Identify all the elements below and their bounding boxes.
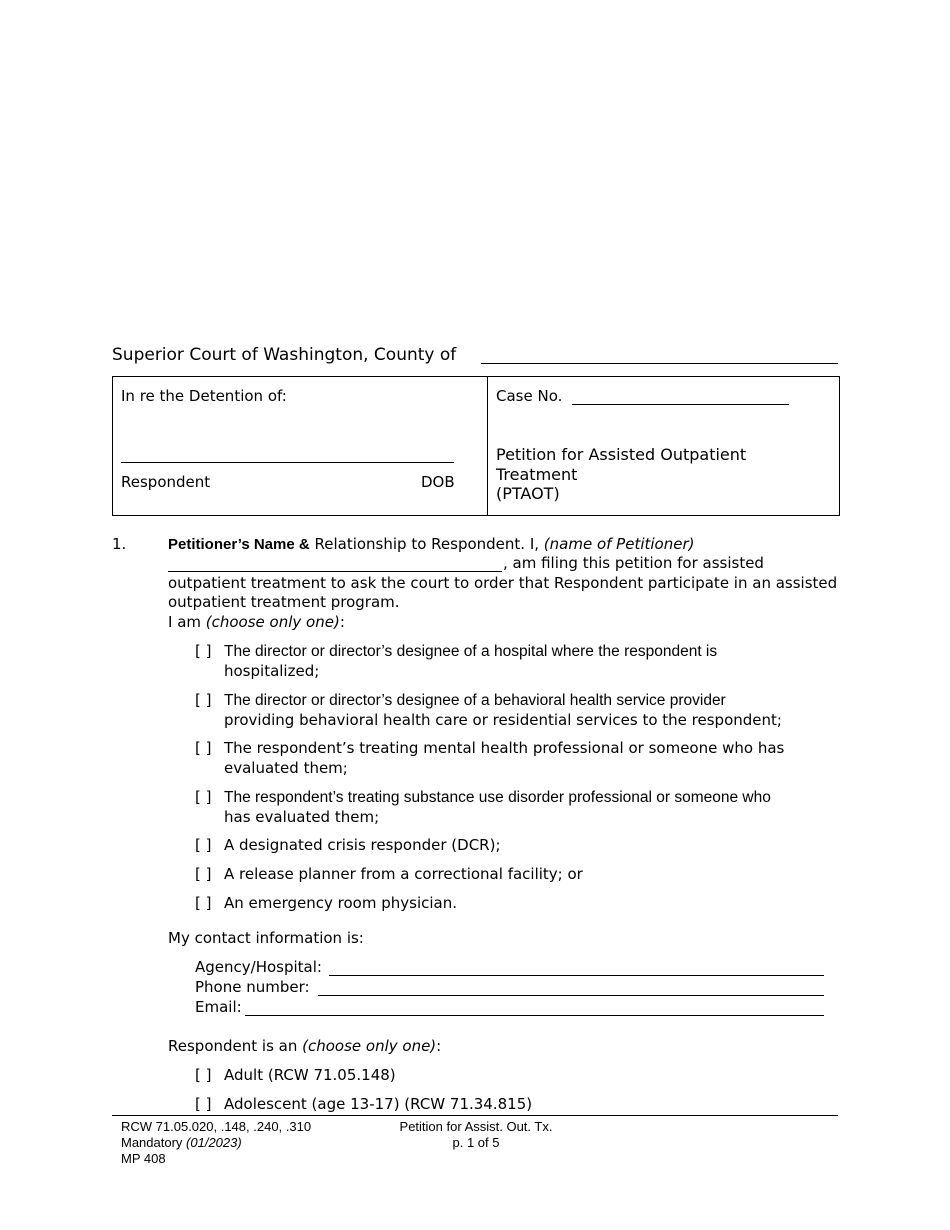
checkbox[interactable]: [ ] [195,894,212,912]
email-field[interactable] [245,1015,824,1016]
option-line2: providing behavioral health care or residential services to the respondent; [224,710,782,729]
form-title-line1: Petition for Assisted Outpatient [496,445,747,464]
option-line1: The director or director’s designee of a behavioral health service provider [224,692,726,709]
choose-one-label: (choose only one) [205,613,340,631]
section-heading-bold: Petitioner’s Name & [168,536,310,553]
email-label: Email: [195,998,242,1016]
option-line1: A release planner from a correctional facility; or [224,865,583,883]
phone-field[interactable] [318,995,824,996]
footer-rule [112,1115,838,1116]
respondent-choose-label: (choose only one) [302,1037,437,1055]
colon: : [436,1037,442,1055]
mandatory-label: Mandatory [121,1135,187,1150]
respondent-name-field[interactable] [121,462,454,463]
petition-line4: outpatient treatment program. [168,593,400,611]
form-title-line3: (PTAOT) [496,484,560,503]
colon: : [339,613,345,631]
option-line1: A designated crisis responder (DCR); [224,836,501,854]
case-no-field[interactable] [572,404,789,405]
county-field[interactable] [481,363,838,364]
respondent-is-label: Respondent is an [168,1037,303,1055]
option-line1: An emergency room physician. [224,894,457,912]
footer-rcw: RCW 71.05.020, .148, .240, .310 [121,1119,312,1134]
checkbox[interactable]: [ ] [195,642,212,660]
section-heading [168,535,695,555]
checkbox[interactable]: [ ] [195,691,212,709]
option-line2: evaluated them; [224,758,348,777]
option-text [224,788,771,827]
phone-label: Phone number: [195,978,310,996]
footer-center [393,1119,559,1151]
petition-line2: , am filing this petition for assisted [503,554,764,572]
checkbox[interactable]: [ ] [195,865,212,883]
footer-left [121,1119,311,1167]
agency-field[interactable] [329,975,824,976]
option-line1: The respondent’s treating substance use disorder professional or someone who [224,789,771,806]
option-line2: hospitalized; [224,661,320,680]
checkbox[interactable]: [ ] [195,1066,212,1084]
option-text [224,691,782,730]
footer-form-id: MP 408 [121,1151,166,1166]
footer-date: (01/2023) [186,1135,242,1150]
checkbox[interactable]: [ ] [195,739,212,757]
respondent-is-line [168,1037,441,1057]
form-title-line2: Treatment [496,464,578,484]
section-heading-rest: Relationship to Respondent. I, [309,535,544,553]
petitioner-name-field[interactable] [168,571,502,572]
case-no-label: Case No. [496,387,563,405]
checkbox[interactable]: [ ] [195,836,212,854]
respondent-label: Respondent [121,473,211,491]
section-heading-italic: (name of Petitioner) [543,535,695,553]
footer-short-title: Petition for Assist. Out. Tx. [399,1119,553,1134]
agency-label: Agency/Hospital: [195,958,322,976]
checkbox[interactable]: [ ] [195,1095,212,1113]
adult-label: Adult (RCW 71.05.148) [224,1066,396,1084]
checkbox[interactable]: [ ] [195,788,212,806]
footer-page: p. 1 of 5 [452,1135,500,1150]
section-number: 1. [112,535,127,553]
i-am-line [168,613,345,633]
contact-intro: My contact information is: [168,929,364,947]
i-am-label: I am [168,613,206,631]
footer-mandatory [121,1135,311,1151]
dob-label: DOB [421,473,455,491]
option-line1: The director or director’s designee of a hospital where the respondent is [224,643,718,660]
option-text [224,642,717,681]
court-label: Superior Court of Washington, County of [112,345,457,365]
option-line2: has evaluated them; [224,807,380,826]
caption-divider [487,376,488,516]
court-heading [112,345,456,365]
option-text [224,739,784,778]
detention-label: In re the Detention of: [121,387,287,405]
adolescent-label: Adolescent (age 13-17) (RCW 71.34.815) [224,1095,533,1113]
petition-line3: outpatient treatment to ask the court to order that Respondent participate in an assisted [168,574,838,592]
form-title [496,445,746,504]
option-line1: The respondent’s treating mental health professional or someone who has [224,739,785,757]
